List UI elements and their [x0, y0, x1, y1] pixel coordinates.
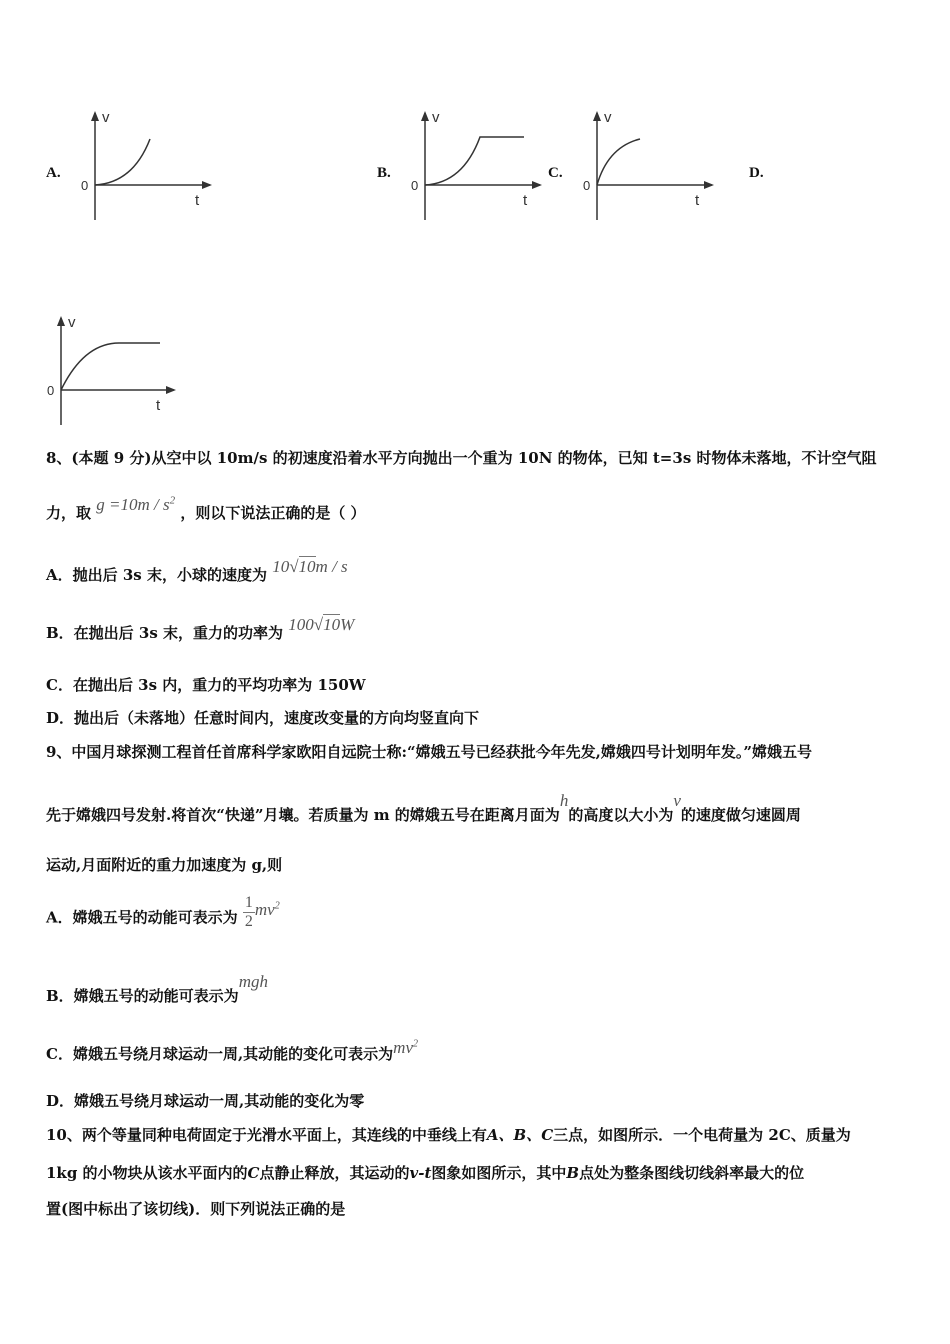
graph-a-v-label: v	[102, 109, 110, 126]
q8-stem-suffix: ，则以下说法正确的是（ ）	[180, 504, 366, 522]
graph-d-t-arrow	[166, 386, 176, 394]
q8-option-b-math: 100√10W	[288, 615, 355, 634]
graph-c-v-arrow	[593, 111, 601, 121]
q9-v-symbol: v	[673, 791, 681, 810]
graph-a	[78, 105, 218, 225]
q10-points-abc: A、B、C	[486, 1126, 554, 1144]
q10-stem-line2: 1kg 的小物块从该水平面内的C点静止释放，其运动的v-t图象如图所示，其中B点处为整条图线切线斜率最大的位	[46, 1164, 805, 1182]
graph-b-curve	[425, 137, 524, 185]
graph-b-t-arrow	[532, 181, 542, 189]
q9-stem-line3: 运动,月面附近的重力加速度为 g,则	[46, 856, 283, 874]
q8-option-a-math: 10√10m / s	[272, 557, 348, 576]
graph-d-v-label: v	[68, 314, 76, 331]
graph-d-v-arrow	[57, 316, 65, 326]
q9-option-a-fraction: $\frac{1}{2}$	[244, 894, 253, 930]
option-a-label: A.	[46, 165, 61, 181]
q9-option-d: D．嫦娥五号绕月球运动一周,其动能的变化为零	[46, 1092, 365, 1110]
graph-a-t-arrow	[202, 181, 212, 189]
q9-option-b-math: mgh	[238, 972, 268, 991]
graph-b-t-label: t	[523, 192, 528, 209]
graph-b	[408, 105, 548, 225]
q9-option-a-math: $mv^2$	[254, 899, 280, 919]
q9-stem-line1: 9、中国月球探测工程首任首席科学家欧阳自远院士称:“嫦娥五号已经获批今年先发,嫦娥四号计划明年发。”嫦娥五号	[46, 743, 812, 761]
graph-b-v-arrow	[421, 111, 429, 121]
graph-b-v-label: v	[432, 109, 440, 126]
graph-a-curve	[95, 139, 150, 185]
q8-gravity-formula: $g =10m / s^2$	[96, 494, 176, 514]
q8-option-d: D．抛出后（未落地）任意时间内，速度改变量的方向均竖直向下	[46, 709, 480, 727]
q9-option-c-math: $mv^2$	[393, 1038, 418, 1057]
q9-option-a: A．嫦娥五号的动能可表示为 $\frac{1}{2}$ $mv^2$	[46, 894, 280, 930]
option-b-label: B.	[377, 165, 391, 181]
option-c-label: C.	[548, 165, 563, 181]
graph-c-origin: 0	[583, 178, 591, 193]
graph-c	[580, 105, 720, 225]
q8-option-c: C．在抛出后 3s 内，重力的平均功率为 150W	[46, 676, 366, 694]
q8-stem-prefix: 力，取	[46, 504, 92, 522]
graph-c-curve	[597, 139, 640, 185]
graph-a-t-label: t	[195, 192, 200, 209]
q10-stem-line1: 10、两个等量同种电荷固定于光滑水平面上，其连线的中垂线上有A、B、C三点，如图所示．一个电荷量为 2C、质量为	[46, 1126, 851, 1144]
q9-h-symbol: h	[559, 791, 569, 810]
q8-option-a: A．抛出后 3s 末，小球的速度为 10√10m / s	[46, 557, 348, 584]
graph-d-origin: 0	[47, 383, 55, 398]
q9-stem-line2: 先于嫦娥四号发射.将首次“快递”月壤。若质量为 m 的嫦娥五号在距离月面为h的高度以大小为v的速度做匀速圆周	[46, 791, 801, 824]
graph-d-t-label: t	[156, 397, 161, 414]
graph-a-origin: 0	[81, 178, 89, 193]
option-d-label: D.	[749, 165, 764, 181]
q8-option-b: B．在抛出后 3s 末，重力的功率为 100√10W	[46, 615, 355, 642]
graph-b-origin: 0	[411, 178, 419, 193]
q8-stem-line2	[46, 494, 366, 523]
q9-option-b: B．嫦娥五号的动能可表示为mgh	[46, 972, 268, 1005]
graph-c-t-arrow	[704, 181, 714, 189]
graph-d	[44, 310, 184, 430]
graph-c-t-label: t	[695, 192, 700, 209]
graph-a-v-arrow	[91, 111, 99, 121]
q8-stem-line1: 8、(本题 9 分)从空中以 10m/s 的初速度沿着水平方向抛出一个重为 10N 的物体，已知 t=3s 时物体未落地，不计空气阻	[46, 449, 877, 467]
graph-d-curve	[61, 343, 160, 390]
q9-option-c: C．嫦娥五号绕月球运动一周,其动能的变化可表示为$mv^2$	[46, 1038, 418, 1063]
q10-stem-line3: 置(图中标出了该切线)．则下列说法正确的是	[46, 1200, 346, 1218]
graph-c-v-label: v	[604, 109, 612, 126]
